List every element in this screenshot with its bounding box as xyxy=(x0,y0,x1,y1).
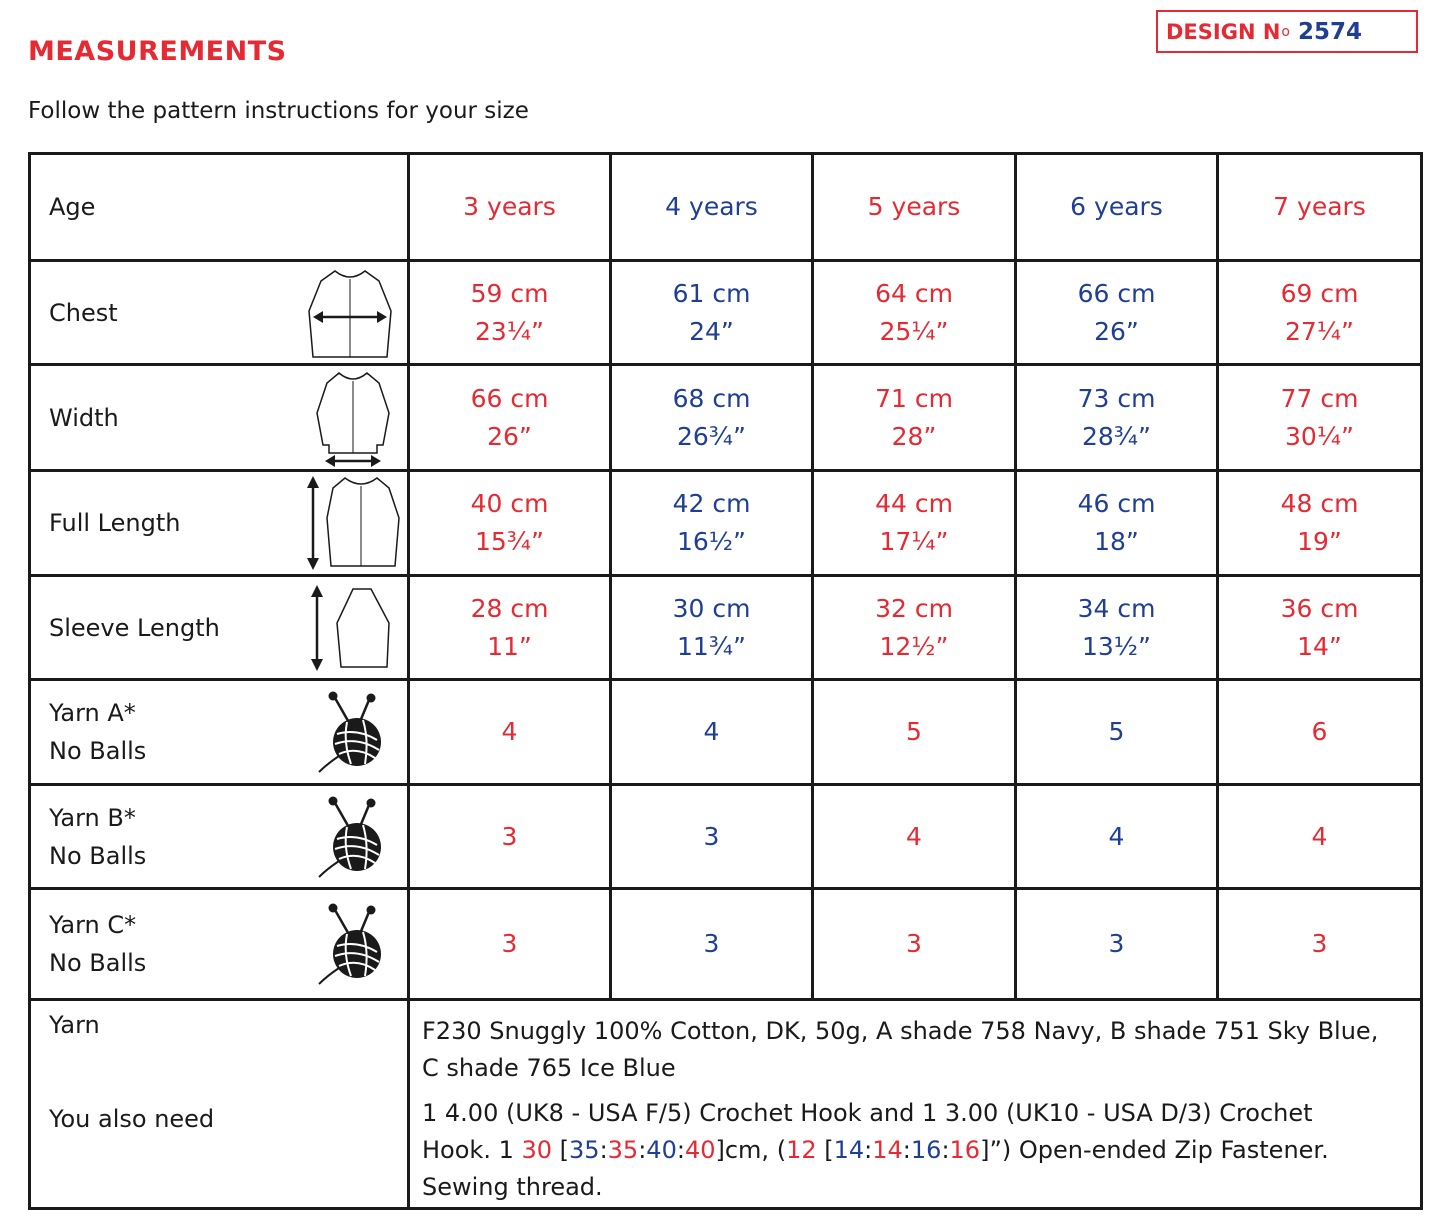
width-cell-4: 68 cm 26¾” xyxy=(611,365,813,471)
yarn-b-cell-4: 3 xyxy=(611,785,813,889)
full-length-cell-4: 42 cm 16½” xyxy=(611,471,813,576)
chest-cell-5: 64 cm 25¼” xyxy=(813,261,1016,365)
age-label-cell xyxy=(30,154,409,261)
yarn-c-cell-7: 3 xyxy=(1218,889,1422,1000)
row-label-cell xyxy=(30,785,409,889)
measurement-row-sleeve-length xyxy=(30,576,1422,680)
design-number: 2574 xyxy=(1298,18,1363,45)
also-line-1: 1 4.00 (UK8 - USA F/5) Crochet Hook and 1 3.00 (UK10 - USA D/3) Crochet xyxy=(422,1099,1313,1127)
yarn-a-cell-6: 5 xyxy=(1016,680,1218,785)
also-line-2: Hook. 1 30 [35:35:40:40]cm, (12 [14:14:16:16]”) Open-ended Zip Fastener. xyxy=(422,1136,1329,1164)
yarn-info-row xyxy=(30,1000,1422,1209)
page-title: MEASUREMENTS xyxy=(28,36,287,67)
measurement-row-full-length xyxy=(30,471,1422,576)
yarn-a-cell-4: 4 xyxy=(611,680,813,785)
cardigan-width-icon xyxy=(315,369,395,467)
yarn-a-cell-3: 4 xyxy=(409,680,611,785)
sleeve-length-cell-5: 32 cm 12½” xyxy=(813,576,1016,680)
row-label-cell xyxy=(30,889,409,1000)
yarn-a-cell-7: 6 xyxy=(1218,680,1422,785)
yarn-c-cell-6: 3 xyxy=(1016,889,1218,1000)
yarn-b-cell-3: 3 xyxy=(409,785,611,889)
yarn-row-b xyxy=(30,785,1422,889)
row-label: Yarn C* No Balls xyxy=(49,911,147,977)
yarn-ball-icon xyxy=(317,902,387,986)
width-cell-7: 77 cm 30¼” xyxy=(1218,365,1422,471)
row-label: Width xyxy=(49,403,119,432)
yarn-b-cell-7: 4 xyxy=(1218,785,1422,889)
sleeve-length-icon xyxy=(309,583,393,673)
yarn-info-text xyxy=(409,1000,1422,1209)
age-header-5: 5 years xyxy=(813,154,1016,261)
row-label-cell xyxy=(30,680,409,785)
yarn-line-1: F230 Snuggly 100% Cotton, DK, 50g, A shade 758 Navy, B shade 751 Sky Blue, xyxy=(422,1017,1379,1045)
yarn-row-a xyxy=(30,680,1422,785)
yarn-c-cell-5: 3 xyxy=(813,889,1016,1000)
yarn-b-cell-5: 4 xyxy=(813,785,1016,889)
chest-cell-6: 66 cm 26” xyxy=(1016,261,1218,365)
full-length-cell-6: 46 cm 18” xyxy=(1016,471,1218,576)
design-number-box xyxy=(1156,10,1418,53)
full-length-cell-3: 40 cm 15¾” xyxy=(409,471,611,576)
yarn-a-cell-5: 5 xyxy=(813,680,1016,785)
yarn-c-cell-3: 3 xyxy=(409,889,611,1000)
measurement-row-chest xyxy=(30,261,1422,365)
age-row xyxy=(30,154,1422,261)
sleeve-length-cell-3: 28 cm 11” xyxy=(409,576,611,680)
yarn-info-label-cell xyxy=(30,1000,409,1209)
yarn-label: Yarn xyxy=(49,1011,100,1039)
row-label: Full Length xyxy=(49,509,181,537)
age-header-7: 7 years xyxy=(1218,154,1422,261)
cardigan-length-icon xyxy=(301,474,401,572)
row-label-cell xyxy=(30,576,409,680)
sleeve-length-cell-4: 30 cm 11¾” xyxy=(611,576,813,680)
age-label: Age xyxy=(49,193,96,221)
row-label: Sleeve Length xyxy=(49,613,220,642)
full-length-cell-5: 44 cm 17¼” xyxy=(813,471,1016,576)
row-label-cell xyxy=(30,471,409,576)
sleeve-length-cell-7: 36 cm 14” xyxy=(1218,576,1422,680)
yarn-b-cell-6: 4 xyxy=(1016,785,1218,889)
row-label-cell xyxy=(30,365,409,471)
measurement-row-width xyxy=(30,365,1422,471)
yarn-ball-icon xyxy=(317,690,387,774)
age-header-6: 6 years xyxy=(1016,154,1218,261)
chest-cell-3: 59 cm 23¼” xyxy=(409,261,611,365)
chest-cell-4: 61 cm 24” xyxy=(611,261,813,365)
row-label: Yarn A* No Balls xyxy=(49,699,147,765)
design-label-superscript: o xyxy=(1281,23,1290,40)
chest-cell-7: 69 cm 27¼” xyxy=(1218,261,1422,365)
width-cell-3: 66 cm 26” xyxy=(409,365,611,471)
yarn-line-2: C shade 765 Ice Blue xyxy=(422,1054,676,1082)
also-line-3: Sewing thread. xyxy=(422,1173,603,1201)
yarn-ball-icon xyxy=(317,795,387,879)
full-length-cell-7: 48 cm 19” xyxy=(1218,471,1422,576)
row-label: Yarn B* No Balls xyxy=(49,803,147,870)
row-label: Chest xyxy=(49,298,118,327)
width-cell-6: 73 cm 28¾” xyxy=(1016,365,1218,471)
also-need-label: You also need xyxy=(49,1105,215,1133)
sleeve-length-cell-6: 34 cm 13½” xyxy=(1016,576,1218,680)
row-label-cell xyxy=(30,261,409,365)
width-cell-5: 71 cm 28” xyxy=(813,365,1016,471)
yarn-c-cell-4: 3 xyxy=(611,889,813,1000)
measurements-table xyxy=(28,152,1423,1210)
age-header-4: 4 years xyxy=(611,154,813,261)
age-header-3: 3 years xyxy=(409,154,611,261)
design-label: DESIGN N xyxy=(1166,19,1281,44)
page-subtitle: Follow the pattern instructions for your size xyxy=(28,98,529,124)
cardigan-chest-icon xyxy=(307,265,393,361)
yarn-row-c xyxy=(30,889,1422,1000)
